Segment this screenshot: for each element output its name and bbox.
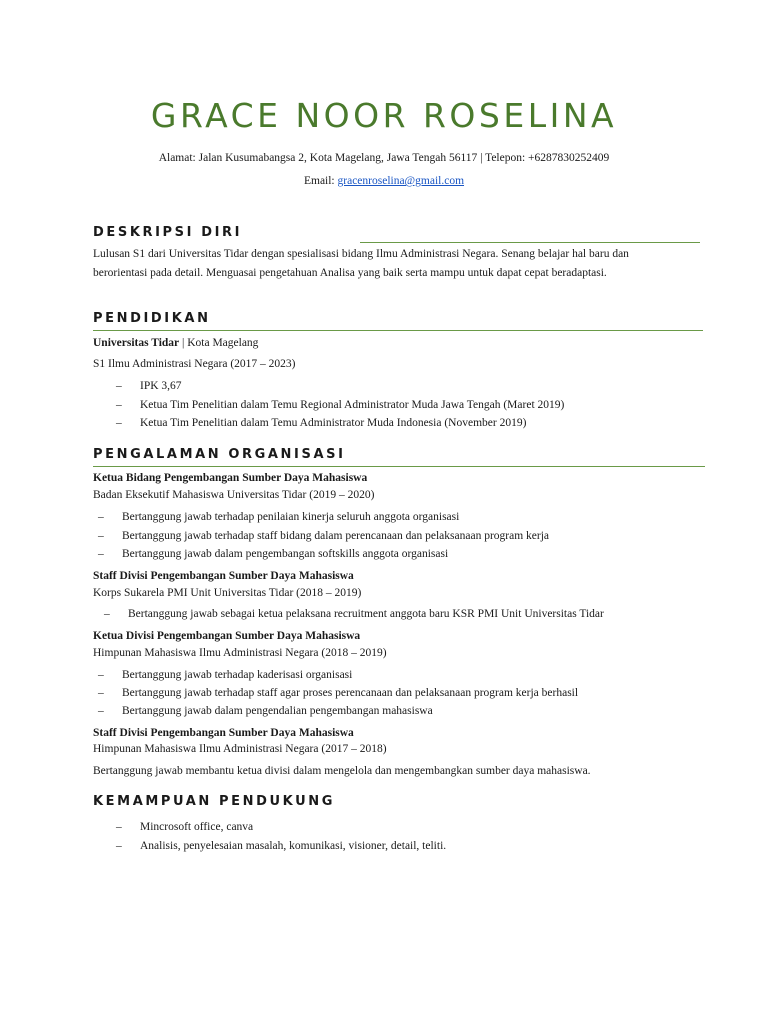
list-item: Bertanggung jawab terhadap penilaian kinerja seluruh anggota organisasi <box>122 511 460 523</box>
section-heading-deskripsi: DESKRIPSI DIRI <box>93 225 243 240</box>
section-divider <box>360 242 700 243</box>
role-organization: Badan Eksekutif Mahasiswa Universitas Tidar (2019 – 2020) <box>93 489 375 501</box>
role-title: Ketua Bidang Pengembangan Sumber Daya Mahasiswa <box>93 472 368 484</box>
bullet-dash: – <box>98 687 104 699</box>
address-phone-line: Alamat: Jalan Kusumabangsa 2, Kota Magelang, Jawa Tengah 56117 | Telepon: +6287830252409 <box>158 152 610 164</box>
section-heading-kemampuan: KEMAMPUAN PENDUKUNG <box>93 794 336 809</box>
education-degree: S1 Ilmu Administrasi Negara (2017 – 2023) <box>93 358 296 370</box>
list-item: Ketua Tim Penelitian dalam Temu Administrator Muda Indonesia (November 2019) <box>140 417 527 429</box>
section-divider <box>93 330 703 331</box>
bullet-dash: – <box>116 399 122 411</box>
list-item: Bertanggung jawab terhadap staff agar proses perencanaan dan pelaksanaan program kerja berhasil <box>122 687 579 699</box>
role-description: Bertanggung jawab membantu ketua divisi dalam mengelola dan mengembangkan sumber daya mahasiswa. <box>93 765 591 777</box>
role-title: Ketua Divisi Pengembangan Sumber Daya Mahasiswa <box>93 630 361 642</box>
list-item: Ketua Tim Penelitian dalam Temu Regional Administrator Muda Jawa Tengah (Maret 2019) <box>140 399 565 411</box>
bullet-dash: – <box>116 821 122 833</box>
bullet-dash: – <box>98 705 104 717</box>
bullet-dash: – <box>116 417 122 429</box>
candidate-name: GRACE NOOR ROSELINA <box>150 96 618 135</box>
section-heading-organisasi: PENGALAMAN ORGANISASI <box>93 447 346 462</box>
list-item: Bertanggung jawab terhadap staff bidang dalam perencanaan dan pelaksanaan program kerja <box>122 530 550 542</box>
email-link[interactable]: gracenroselina@gmail.com <box>337 175 465 187</box>
bullet-dash: – <box>116 380 122 392</box>
list-item: Bertanggung jawab dalam pengembangan softskills anggota organisasi <box>122 548 449 560</box>
education-location: | Kota Magelang <box>179 337 259 349</box>
bullet-dash: – <box>116 840 122 852</box>
role-organization: Himpunan Mahasiswa Ilmu Administrasi Negara (2018 – 2019) <box>93 647 387 659</box>
bullet-dash: – <box>98 669 104 681</box>
education-institution: Universitas Tidar <box>93 337 180 349</box>
email-line <box>0 174 768 188</box>
role-organization: Himpunan Mahasiswa Ilmu Administrasi Negara (2017 – 2018) <box>93 743 387 755</box>
list-item: Bertanggung jawab terhadap kaderisasi organisasi <box>122 669 353 681</box>
bullet-dash: – <box>98 530 104 542</box>
bullet-dash: – <box>98 511 104 523</box>
section-divider <box>93 466 705 467</box>
list-item: Bertanggung jawab dalam pengendalian pengembangan mahasiswa <box>122 705 433 717</box>
email-label: Email: <box>303 175 335 187</box>
section-heading-pendidikan: PENDIDIKAN <box>93 311 211 326</box>
list-item: Mincrosoft office, canva <box>140 821 254 833</box>
role-organization: Korps Sukarela PMI Unit Universitas Tidar (2018 – 2019) <box>93 587 362 599</box>
list-item: IPK 3,67 <box>140 380 182 392</box>
list-item: Analisis, penyelesaian masalah, komunikasi, visioner, detail, teliti. <box>140 840 447 852</box>
deskripsi-text: Lulusan S1 dari Universitas Tidar dengan spesialisasi bidang Ilmu Administrasi Negara. Senang belajar hal baru dan berorientasi pada detail. Menguasai pengetahuan Analisa yang baik serta mampu untuk dapat cepat beradaptasi. <box>93 248 629 279</box>
role-title: Staff Divisi Pengembangan Sumber Daya Mahasiswa <box>93 570 354 582</box>
bullet-dash: – <box>98 548 104 560</box>
bullet-dash: – <box>104 608 110 620</box>
education-institution-line <box>93 336 258 350</box>
list-item: Bertanggung jawab sebagai ketua pelaksana recruitment anggota baru KSR PMI Unit Universitas Tidar <box>128 608 604 620</box>
role-title: Staff Divisi Pengembangan Sumber Daya Mahasiswa <box>93 727 354 739</box>
